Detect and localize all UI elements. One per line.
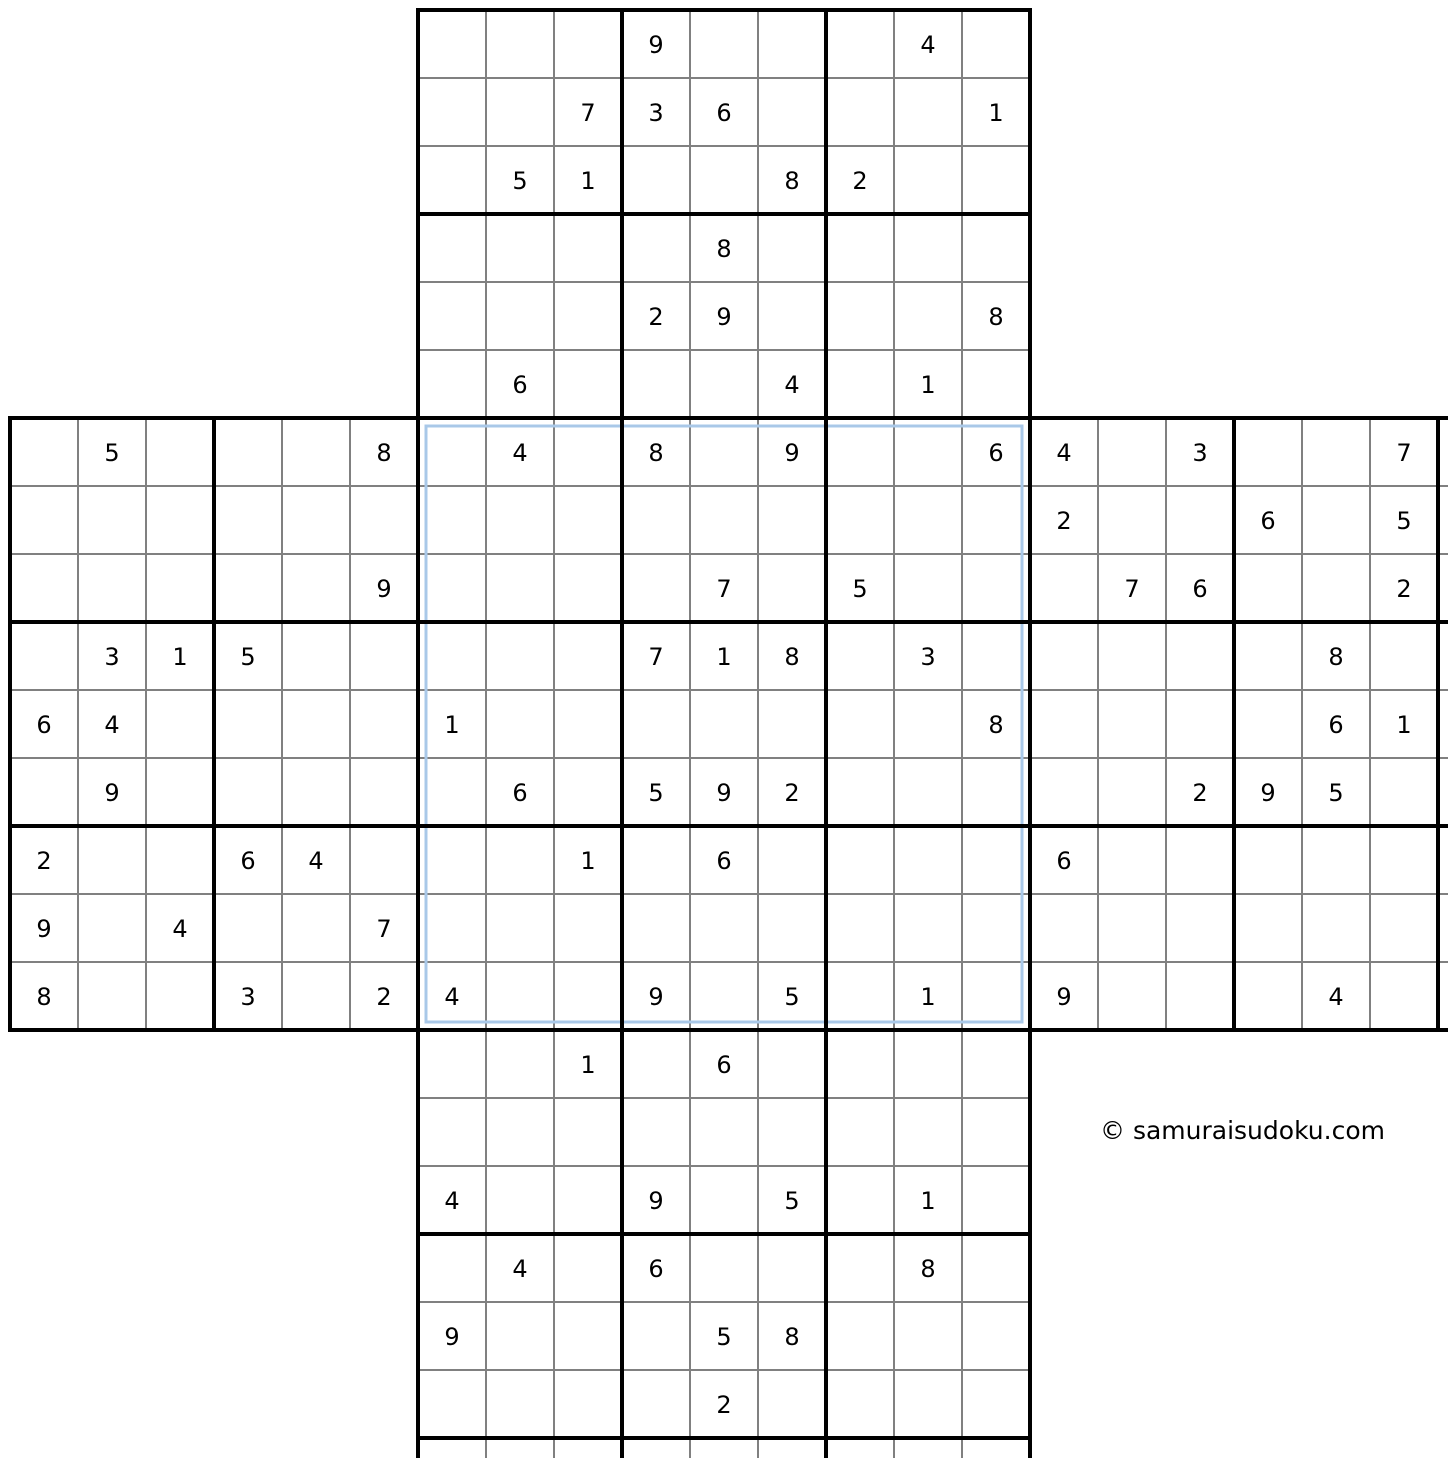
cell-value: 8 [1328,643,1344,671]
cell-value: 5 [104,439,120,467]
cell-value: 7 [1124,575,1140,603]
cell-value: 5 [784,983,800,1011]
cell-value: 5 [648,779,664,807]
cell-value: 4 [1328,983,1344,1011]
cell-value: 4 [172,915,188,943]
cell-value: 5 [240,643,256,671]
cell-value: 6 [512,779,528,807]
cell-value: 5 [512,167,528,195]
cell-value: 3 [648,99,664,127]
cell-value: 5 [716,1323,732,1351]
cell-value: 1 [1396,711,1412,739]
cell-value: 6 [36,711,52,739]
cell-value: 3 [920,643,936,671]
cell-value: 3 [104,643,120,671]
cell-value: 9 [1056,983,1072,1011]
cell-value: 1 [920,983,936,1011]
cell-value: 1 [580,167,596,195]
cell-value: 1 [988,99,1004,127]
cell-value: 6 [1328,711,1344,739]
cell-value: 8 [716,235,732,263]
cell-value: 8 [784,167,800,195]
cell-value: 9 [376,575,392,603]
cell-value: 4 [512,1255,528,1283]
thick-grid-lines [10,10,1448,1458]
cell-value: 7 [580,99,596,127]
cell-value: 1 [580,1051,596,1079]
cell-value: 6 [716,99,732,127]
cell-value: 4 [308,847,324,875]
cell-value: 6 [240,847,256,875]
cell-value: 2 [784,779,800,807]
cell-value: 6 [648,1255,664,1283]
cell-value: 7 [648,643,664,671]
cell-value: 8 [988,711,1004,739]
cell-value: 6 [512,371,528,399]
cell-value: 9 [1260,779,1276,807]
cell-value: 5 [1328,779,1344,807]
cell-value: 8 [36,983,52,1011]
cell-value: 9 [648,31,664,59]
cell-value: 2 [376,983,392,1011]
cell-value: 2 [1192,779,1208,807]
cell-value: 9 [36,915,52,943]
cell-value: 1 [580,847,596,875]
cell-value: 2 [716,1391,732,1419]
cell-value: 9 [784,439,800,467]
cell-value: 4 [512,439,528,467]
cell-value: 6 [716,1051,732,1079]
cell-value: 6 [988,439,1004,467]
center-grid-highlight [426,426,1022,1022]
cell-value: 1 [920,371,936,399]
cell-value: 2 [852,167,868,195]
cell-value: 7 [716,575,732,603]
cell-value: 8 [376,439,392,467]
cell-value: 4 [444,983,460,1011]
cell-value: 8 [648,439,664,467]
cell-value: 1 [172,643,188,671]
cell-value: 1 [716,643,732,671]
cell-value: 6 [1192,575,1208,603]
cell-value: 6 [716,847,732,875]
cell-value: 5 [784,1187,800,1215]
cell-value: 8 [784,643,800,671]
cell-value: 2 [1056,507,1072,535]
cell-value: 1 [444,711,460,739]
cell-value: 2 [36,847,52,875]
cell-value: 4 [1056,439,1072,467]
cell-value: 6 [1260,507,1276,535]
cell-value: 8 [784,1323,800,1351]
cell-value: 6 [1056,847,1072,875]
cell-value: 1 [920,1187,936,1215]
cell-value: 7 [376,915,392,943]
cell-value: 2 [648,303,664,331]
cell-value: 9 [716,779,732,807]
copyright-notice: © samuraisudoku.com [1100,1116,1385,1145]
cell-value: 8 [988,303,1004,331]
cell-value: 7 [1396,439,1412,467]
cell-value: 4 [444,1187,460,1215]
cell-value: 4 [784,371,800,399]
cell-value: 5 [852,575,868,603]
cell-value: 4 [104,711,120,739]
cell-value: 9 [648,1187,664,1215]
cell-value: 9 [648,983,664,1011]
cell-value: 4 [920,31,936,59]
cell-value: 2 [1396,575,1412,603]
cell-value: 9 [444,1323,460,1351]
cell-value: 3 [1192,439,1208,467]
cell-values [36,31,1411,1458]
cell-value: 9 [716,303,732,331]
cell-value: 3 [240,983,256,1011]
cell-value: 8 [920,1255,936,1283]
cell-value: 9 [104,779,120,807]
cell-value: 5 [1396,507,1412,535]
